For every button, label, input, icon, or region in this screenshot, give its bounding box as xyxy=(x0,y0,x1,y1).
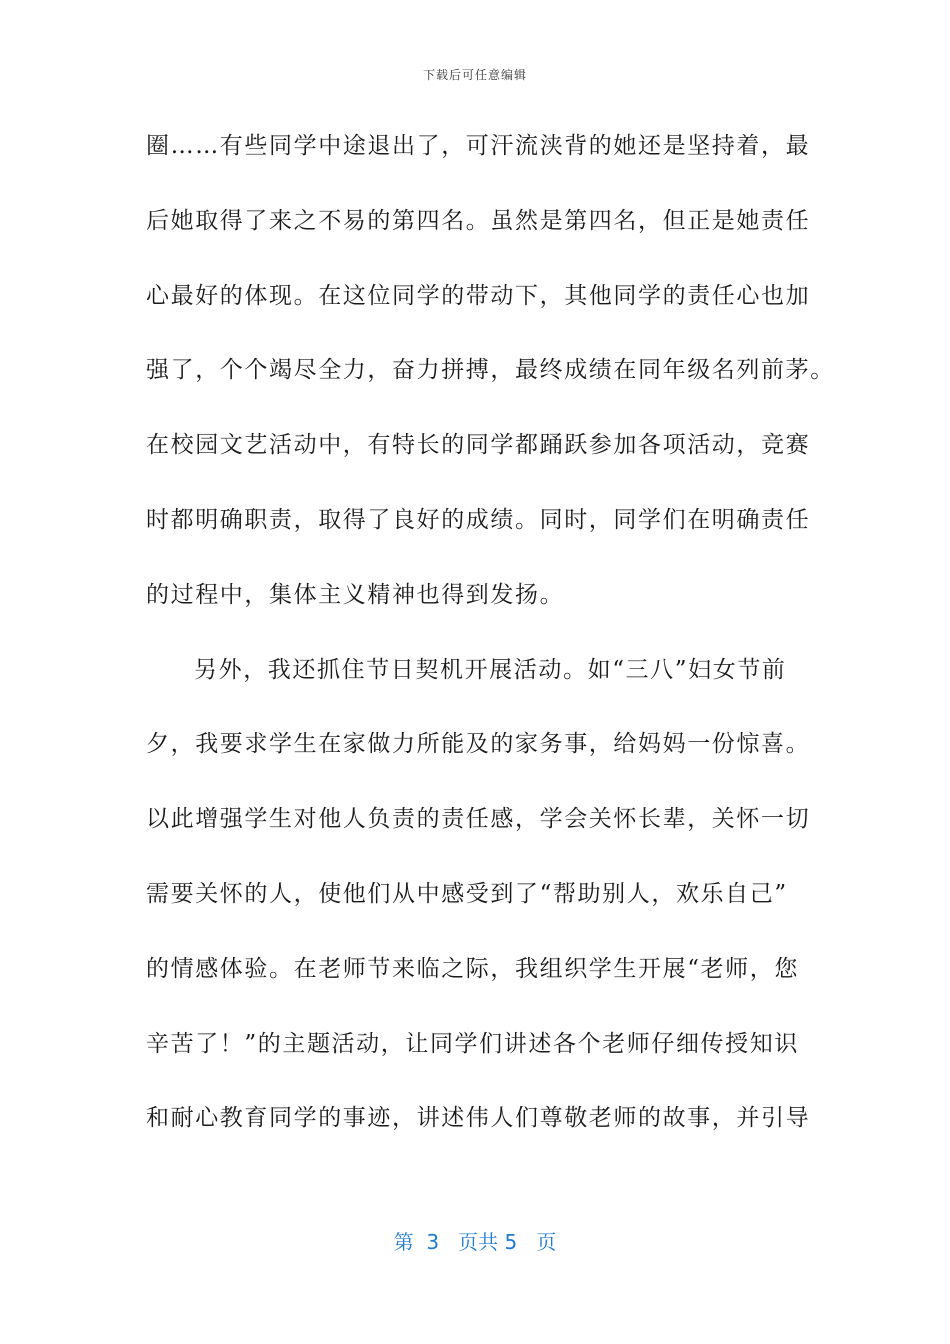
text-line: 时都明确职责，取得了良好的成绩。同时，同学们在明确责任 xyxy=(146,506,811,533)
text-line: 圈……有些同学中途退出了，可汗流浃背的她还是坚持着，最 xyxy=(146,133,811,159)
text-line: 心最好的体现。在这位同学的带动下，其他同学的责任心也加 xyxy=(146,282,811,309)
text-line: 需要关怀的人，使他们从中感受到了“帮助别人，欢乐自己” xyxy=(146,880,788,907)
text-line: 强了，个个竭尽全力，奋力拼搏，最终成绩在同年级名列前茅。 xyxy=(146,357,835,384)
download-note: 下载后可任意编辑 xyxy=(422,68,527,82)
page-number: 第 3 页共 5 页 xyxy=(393,1230,557,1254)
text-line: 夕，我要求学生在家做力所能及的家务事，给妈妈一份惊喜。 xyxy=(146,731,811,758)
paragraph-start-line: 另外，我还抓住节日契机开展活动。如“三八”妇女节前 xyxy=(194,656,787,683)
text-line: 辛苦了！”的主题活动，让同学们讲述各个老师仔细传授知识 xyxy=(146,1030,799,1057)
text-line: 和耐心教育同学的事迹，讲述伟人们尊敬老师的故事，并引导 xyxy=(146,1105,811,1132)
text-line: 的过程中，集体主义精神也得到发扬。 xyxy=(146,581,565,608)
text-line: 后她取得了来之不易的第四名。虽然是第四名，但正是她责任 xyxy=(146,207,811,234)
text-line: 在校园文艺活动中，有特长的同学都踊跃参加各项活动，竞赛 xyxy=(146,432,811,459)
text-line: 的情感体验。在老师节来临之际，我组织学生开展“老师，您 xyxy=(146,955,799,982)
document-body xyxy=(146,122,835,1169)
text-line: 以此增强学生对他人负责的责任感，学会关怀长辈，关怀一切 xyxy=(146,806,811,833)
